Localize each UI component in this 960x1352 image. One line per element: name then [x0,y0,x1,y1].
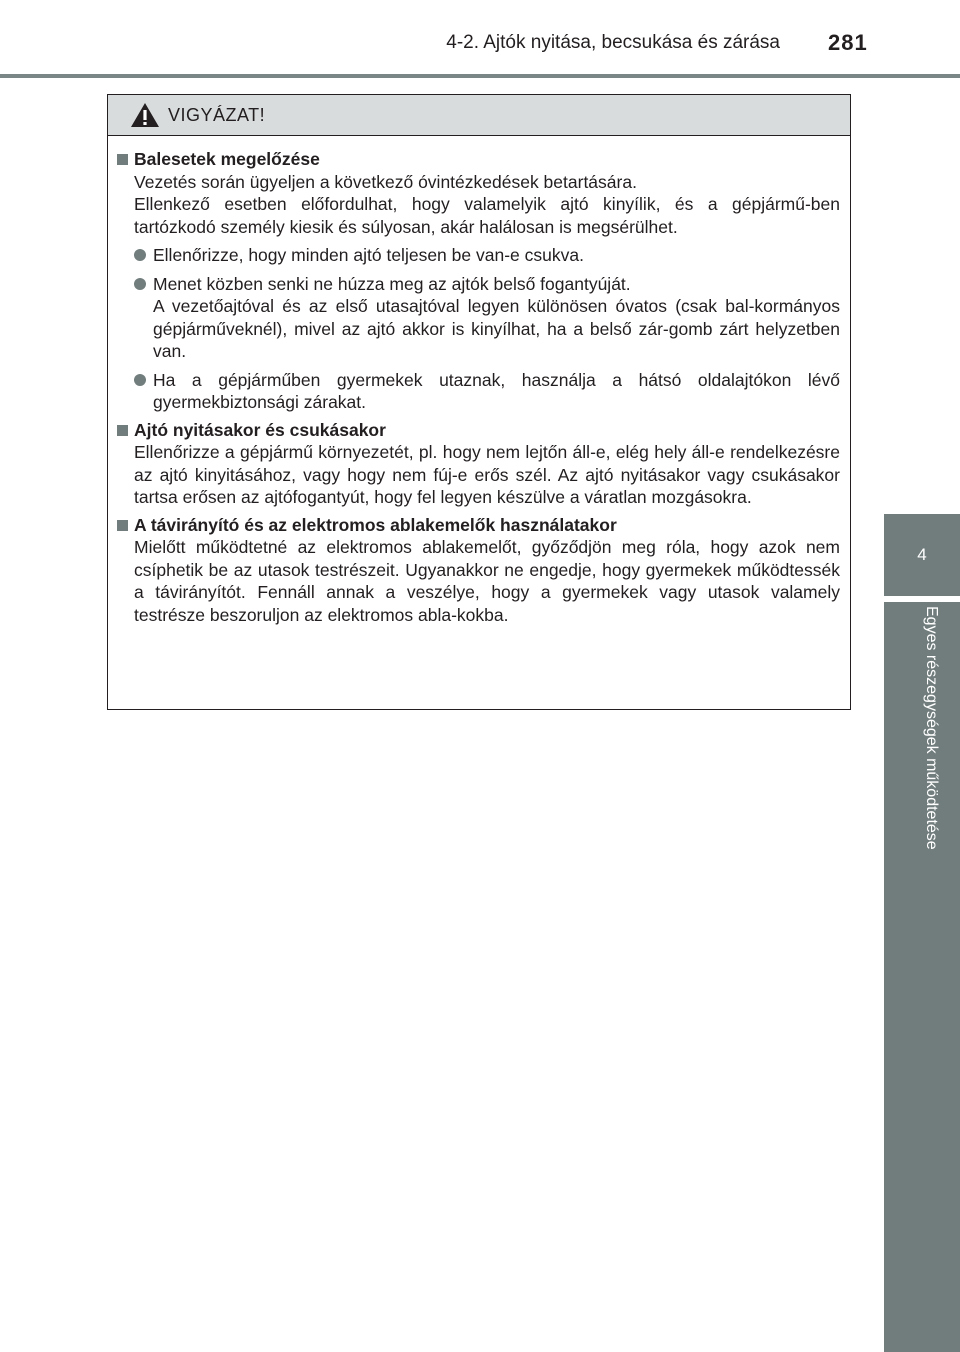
list-item-text [153,273,840,363]
page-number: 281 [828,30,868,55]
list-item [117,369,840,414]
section-heading-text: Ajtó nyitásakor és csukásakor [134,419,386,440]
paragraph: Vezetés során ügyeljen a következő óvintézkedések betartására. [134,171,637,192]
section-accident-prevention [117,148,840,414]
square-bullet-icon [117,425,128,436]
list-item-text: Ha a gépjárműben gyermekek utaznak, használja a hátsó oldalajtókon lévő gyermekbiztonsági zárakat. [153,369,840,412]
paragraph: Mielőtt működtetné az elektromos ablakemelőt, győződjön meg róla, hogy azok nem csíphetik be az utasok testrészeit. Ugyanakkor ne engedje, hogy gyermekek működtessék a távirányítót. Fennáll annak a veszélye, hogy a gyermekek vagy utasok valamely testrésze beszoruljon az elektromos abla-kokba. [134,537,840,625]
chapter-title: Egyes részegységek működtetése [923,606,940,850]
list-item-line: Menet közben senki ne húzza meg az ajtók belső fogantyúját. [153,273,631,294]
paragraph: Ellenkező esetben előfordulhat, hogy valamelyik ajtó kinyílik, és a gépjármű-ben tartózkodó személy kiesik és súlyosan, akár halálosan is megsérülhet. [134,194,840,237]
section-heading [117,148,840,171]
warning-box [107,94,851,710]
section-door-opening [117,419,840,509]
warning-header [108,95,850,136]
warning-body [108,136,850,626]
square-bullet-icon [117,520,128,531]
list-item [117,244,840,267]
list-item [117,273,840,363]
section-heading [117,419,840,442]
section-title: 4-2. Ajtók nyitása, becsukása és zárása [446,32,780,53]
round-bullet-icon [134,278,146,290]
section-heading [117,514,840,537]
section-heading-text: A távirányító és az elektromos ablakemelők használatakor [134,514,617,535]
round-bullet-icon [134,249,146,261]
list-item-line: A vezetőajtóval és az első utasajtóval legyen különösen óvatos (csak bal-kormányos gépjárműveknél), mivel az ajtó akkor is kinyílhat, ha a belső zár-gomb zárt helyzetben van. [153,296,840,361]
paragraph: Ellenőrizze a gépjármű környezetét, pl. hogy nem lejtőn áll-e, elég hely áll-e rendelkezésre az ajtó kinyitásához, vagy hogy nem fúj-e erős szél. Az ajtó nyitásakor vagy csukásakor tartsa erősen az ajtófogantyút, hogy fel legyen készülve a váratlan mozgásokra. [134,442,840,507]
list-item-text: Ellenőrizze, hogy minden ajtó teljesen be van-e csukva. [153,245,584,265]
chapter-number: 4 [917,545,927,564]
warning-triangle-icon [130,102,160,128]
warning-title: VIGYÁZAT! [168,104,266,125]
header-divider [0,74,960,78]
section-heading-text: Balesetek megelőzése [134,149,320,169]
square-bullet-icon [117,154,128,165]
section-remote-windows [117,514,840,627]
chapter-tab [884,514,960,596]
round-bullet-icon [134,374,146,386]
